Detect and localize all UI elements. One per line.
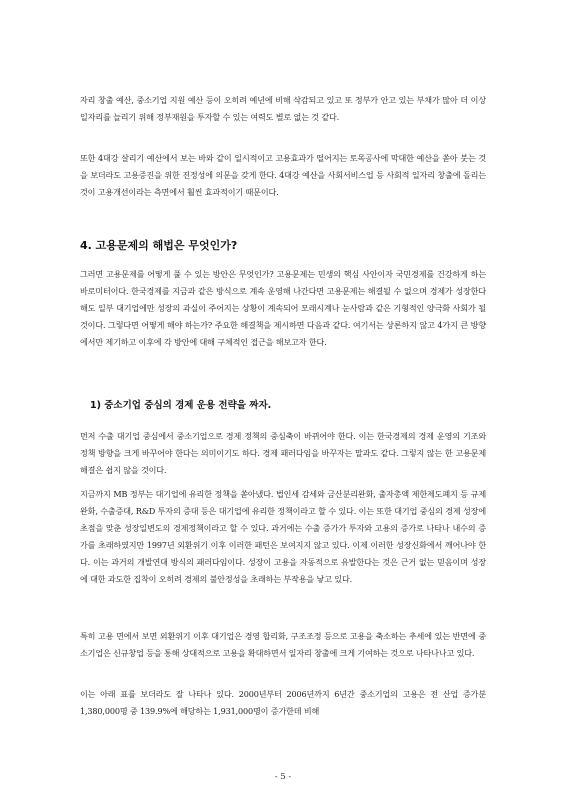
section-heading-employment-solution: 4. 고용문제의 해법은 무엇인가? xyxy=(80,239,238,252)
paragraph-mb-policy: 지금까지 MB 정부는 대기업에 유리한 정책을 쏟아냈다. 법인세 감세와 금산분리완화, 출자총액 제한제도폐지 등 규제완화, 수출증대, R&D 투자의 증대 등은 대기업에 유리한 정책이라고 할 수 있다. 이는 또한 대기업 중심의 경제 성장에 초점을 맞춘 성장일변도의 경제정책이라고 할 수 있다. 과거에는 수출 증가가 투자와 고용의 증가로 나타나 내수의 증가를 초래하였지만 1997년 외환위기 이후 이러한 패턴은 보여지지 않고 있다. 이제 이러한 성장신화에서 깨어나야 한다. 이는 과거의 개발연대 방식의 패러다임이다. 성장이 고용을 자동적으로 유발한다는 것은 근거 없는 믿음이며 성장에 대한 과도한 집착이 오히려 경제의 불안정성을 초래하는 부작용을 낳고 있다. xyxy=(80,489,486,584)
paragraph-employment-trend: 특히 고용 면에서 보면 외환위기 이후 대기업은 경영 합리화, 구조조정 등으로 고용을 축소하는 추세에 있는 반면에 중소기업은 신규창업 등을 통해 상대적으로 고용을 확대하면서 일자리 창출에 크게 기여하는 것으로 나타나나고 있다. xyxy=(80,631,486,658)
paragraph-table-reference: 이는 아래 표를 보더라도 잘 나타나 있다. 2000년부터 2006년까지 6년간 중소기업의 고용은 전 산업 증가분 1,380,000명 중 139.9%에 해당하는 1,931,000명이 증가한데 비해 xyxy=(80,689,486,716)
paragraph-solution-intro: 그러면 고용문제를 어떻게 풀 수 있는 방안은 무엇인가? 고용문제는 민생의 핵심 사안이자 국민경제를 건강하게 하는 바로미터이다. 한국경제를 지금과 같은 방식으로 계속 운영해 나간다면 고용문제는 해결될 수 없으며 경제가 성장한다 해도 일부 대기업에만 성장의 과실이 주어지는 상황이 계속되어 모래시계나 눈사람과 같은 기형적인 양극화 사회가 될 것이다. 그렇다면 어떻게 해야 하는가? 주요한 해결책을 제시하면 다음과 같다. 여기서는 상론하지 않고 4가지 큰 방향에서만 제기하고 이후에 각 방안에 대해 구체적인 접근을 해보고자 한다. xyxy=(80,269,486,347)
subsection-heading-sme-strategy: 1) 중소기업 중심의 경제 운용 전략을 짜자. xyxy=(90,400,272,411)
paragraph-budget-cuts: 자리 창출 예산, 중소기업 지원 예산 등이 오히려 예년에 비해 삭감되고 있고 또 정부가 안고 있는 부채가 많아 더 이상 일자리를 늘리기 위해 정부재원을 투자할 수 있는 여력도 별로 없는 것 같다. xyxy=(80,95,486,122)
page-number: - 5 - xyxy=(274,772,292,782)
paragraph-paradigm-shift: 먼저 수출 대기업 중심에서 중소기업으로 경제 정책의 중심축이 바뀌어야 한다. 이는 한국경제의 경제 운영의 기조와 정책 방향을 크게 바꾸어야 한다는 의미이기도 하다. 경제 패러다임을 바꾸자는 말과도 같다. 그렇지 않는 한 고용문제 해결은 쉽지 않을 것이다. xyxy=(80,431,486,475)
paragraph-four-rivers: 또한 4대강 살리기 예산에서 보는 바와 같이 일시적이고 고용효과가 떨어지는 토목공사에 막대한 예산을 쏟아 붓는 것을 보더라도 고용증진을 위한 진정성에 의문을 갖게 한다. 4대강 예산을 사회서비스업 등 사회적 일자리 창출에 돌리는 것이 고용개선이라는 측면에서 훨씬 효과적이기 때문이다. xyxy=(80,153,486,197)
